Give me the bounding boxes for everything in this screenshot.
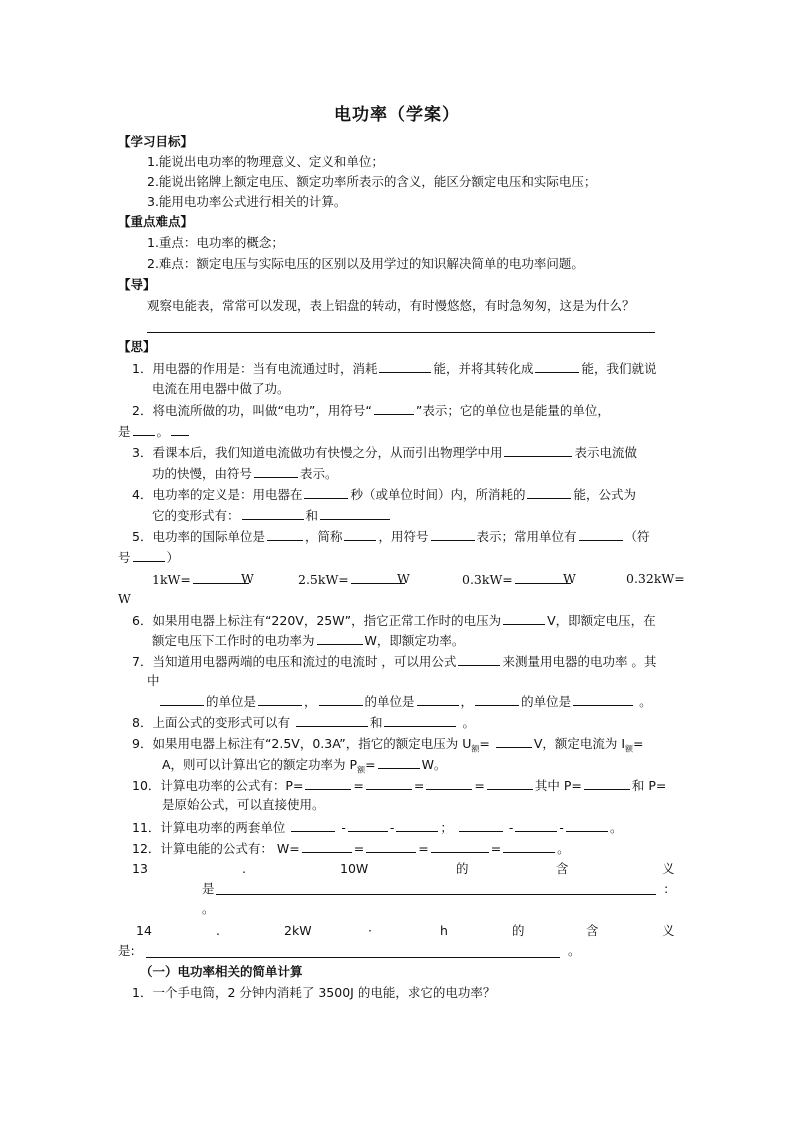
blank[interactable]: [302, 840, 352, 853]
blank[interactable]: [374, 402, 414, 415]
question-13-colon: :: [664, 881, 669, 896]
conversion-3-unit: W: [563, 571, 576, 586]
question-5-cont: 号 ）: [118, 550, 180, 565]
blank[interactable]: [535, 360, 579, 373]
blank[interactable]: [319, 693, 363, 706]
question-13-shi: 是: [202, 881, 215, 896]
blank[interactable]: [458, 653, 500, 666]
blank[interactable]: [579, 528, 623, 541]
blank[interactable]: [503, 612, 545, 625]
guide-answer-line[interactable]: [147, 331, 655, 333]
question-13-end: 。: [202, 901, 215, 916]
blank[interactable]: [254, 465, 298, 478]
blank[interactable]: [348, 819, 388, 832]
question-13-dot: .: [242, 861, 246, 876]
question-13-yi: 义: [662, 861, 675, 876]
goal-1: 1.能说出电功率的物理意义、定义和单位；: [147, 154, 384, 169]
blank[interactable]: [366, 777, 412, 790]
question-2: 2．将电流所做的功，叫做“电功”，用符号“ ”表示；它的单位也是能量的单位，: [132, 403, 610, 418]
question-9-cont: A，则可以计算出它的额定功率为 $P_额= W$。: [162, 757, 447, 775]
blank[interactable]: [133, 423, 155, 436]
blank[interactable]: [366, 840, 416, 853]
conversion-1-unit: W: [241, 571, 254, 586]
blank[interactable]: [291, 819, 335, 832]
question-8: 8．上面公式的变形式可以有 和 。: [132, 715, 475, 730]
blank[interactable]: [459, 819, 503, 832]
question-14-shi: 是:: [118, 943, 135, 958]
blank[interactable]: [133, 549, 165, 562]
blank[interactable]: [379, 360, 431, 373]
think-header: 【思】: [118, 339, 156, 354]
blank[interactable]: [171, 423, 189, 436]
question-14-de: 的: [512, 923, 525, 938]
question-14-han: 含: [586, 923, 599, 938]
keypoint-1: 1.重点：电功率的概念；: [147, 235, 284, 250]
question-10-cont: 是原始公式，可以直接使用。: [162, 797, 325, 812]
keypoints-header: 【重点难点】: [118, 214, 194, 229]
blank[interactable]: [504, 444, 572, 457]
conversion-3: 0.3kW=: [462, 571, 573, 588]
question-14-answer-line[interactable]: [146, 956, 560, 958]
conversion-4: 0.32kW=: [626, 571, 685, 586]
question-13-number: 13: [132, 861, 148, 876]
blank[interactable]: [475, 693, 519, 706]
goal-3: 3.能用电功率公式进行相关的计算。: [147, 194, 347, 209]
blank[interactable]: [426, 777, 472, 790]
question-5: 5．电功率的国际单位是 ，简称 ，用符号 表示；常用单位有 （符: [132, 529, 650, 544]
blank[interactable]: [527, 486, 571, 499]
blank[interactable]: [503, 840, 555, 853]
guide-text: 观察电能表，常常可以发现，表上铝盘的转动，有时慢悠悠，有时急匆匆，这是为什么？: [147, 298, 635, 313]
blank[interactable]: [384, 714, 456, 727]
question-7: 7．当知道用电器两端的电压和流过的电流时 ，可以用公式 来测量用电器的电功率 。其: [132, 654, 657, 669]
question-6: 6．如果用电器上标注有“220V，25W”，指它正常工作时的电压为 V，即额定电压，在: [132, 613, 656, 628]
guide-header: 【导】: [118, 277, 156, 292]
goal-2: 2.能说出铭牌上额定电压、额定功率所表示的含义，能区分额定电压和实际电压；: [147, 174, 597, 189]
question-14-h: h: [440, 923, 448, 938]
goals-header: 【学习目标】: [118, 134, 194, 149]
question-9: 9．如果用电器上标注有“2.5V，0.3A”，指它的额定电压为 $U_额= V$，额定电流为 $I_额=$: [132, 736, 644, 754]
question-1: 1．用电器的作用是：当有电流通过时，消耗 能，并将其转化成 能，我们就说: [132, 361, 657, 376]
question-7-cont: 中: [147, 673, 160, 688]
blank[interactable]: [487, 777, 533, 790]
question-4-cont: 它的变形式有： 和: [152, 507, 392, 524]
calc-question-1: 1．一个手电筒，2 分钟内消耗了 3500J 的电能，求它的电功率？: [132, 985, 496, 1000]
question-1-cont: 电流在用电器中做了功。: [152, 381, 290, 396]
conversion-2-unit: W: [397, 571, 410, 586]
blank[interactable]: [417, 693, 459, 706]
question-2-cont: 是 。: [118, 423, 191, 440]
blank[interactable]: [258, 693, 302, 706]
question-4: 4．电功率的定义是：用电器在 秒（或单位时间）内，所消耗的 能，公式为: [132, 487, 636, 502]
conversion-4-unit: W: [118, 591, 131, 606]
blank[interactable]: [431, 528, 475, 541]
blank[interactable]: [317, 632, 363, 645]
question-14-value: 2kW: [284, 923, 312, 938]
blank[interactable]: [566, 819, 608, 832]
question-14-end: 。: [568, 943, 581, 958]
keypoint-2: 2.难点：额定电压与实际电压的区别以及用学过的知识解决简单的电功率问题。: [147, 256, 584, 271]
page-title: 电功率（学案）: [334, 105, 460, 125]
question-14-yi: 义: [662, 923, 675, 938]
question-12: 12．计算电能的公式有： W= = = = 。: [132, 841, 570, 856]
blank[interactable]: [242, 507, 304, 520]
conversion-1: 1kW=: [152, 571, 251, 588]
blank[interactable]: [496, 735, 532, 748]
blank[interactable]: [378, 756, 420, 769]
question-6-cont: 额定电压下工作时的电功率为 W，即额定功率。: [152, 633, 465, 648]
blank[interactable]: [160, 693, 204, 706]
blank[interactable]: [431, 840, 489, 853]
question-14-number: 14: [136, 923, 152, 938]
question-14-mid: ·: [368, 923, 372, 938]
question-13-de: 的: [456, 861, 469, 876]
blank[interactable]: [296, 714, 368, 727]
question-13-answer-line[interactable]: [216, 893, 656, 895]
blank[interactable]: [584, 777, 630, 790]
question-7-units: 的单位是 ， 的单位是 ， 的单位是 。: [158, 693, 652, 710]
blank[interactable]: [305, 777, 351, 790]
question-11: 11．计算电功率的两套单位 - - ； - - 。: [132, 820, 623, 835]
blank[interactable]: [396, 819, 438, 832]
question-13-value: 10W: [340, 861, 369, 876]
blank[interactable]: [573, 693, 633, 706]
calc-header: （一）电功率相关的简单计算: [140, 964, 303, 979]
blank[interactable]: [304, 486, 348, 499]
question-3: 3．看课本后，我们知道电流做功有快慢之分，从而引出物理学中用 表示电流做: [132, 445, 637, 460]
question-13-han: 含: [556, 861, 569, 876]
question-10: 10．计算电功率的公式有：P= = = = 其中 P= 和 P=: [132, 778, 667, 793]
blank[interactable]: [515, 819, 557, 832]
conversion-2: 2.5kW=: [298, 571, 407, 588]
blank[interactable]: [267, 528, 303, 541]
blank[interactable]: [344, 528, 376, 541]
blank[interactable]: [320, 507, 390, 520]
question-14-dot: .: [216, 923, 220, 938]
question-3-cont: 功的快慢，由符号 表示。: [152, 466, 338, 481]
